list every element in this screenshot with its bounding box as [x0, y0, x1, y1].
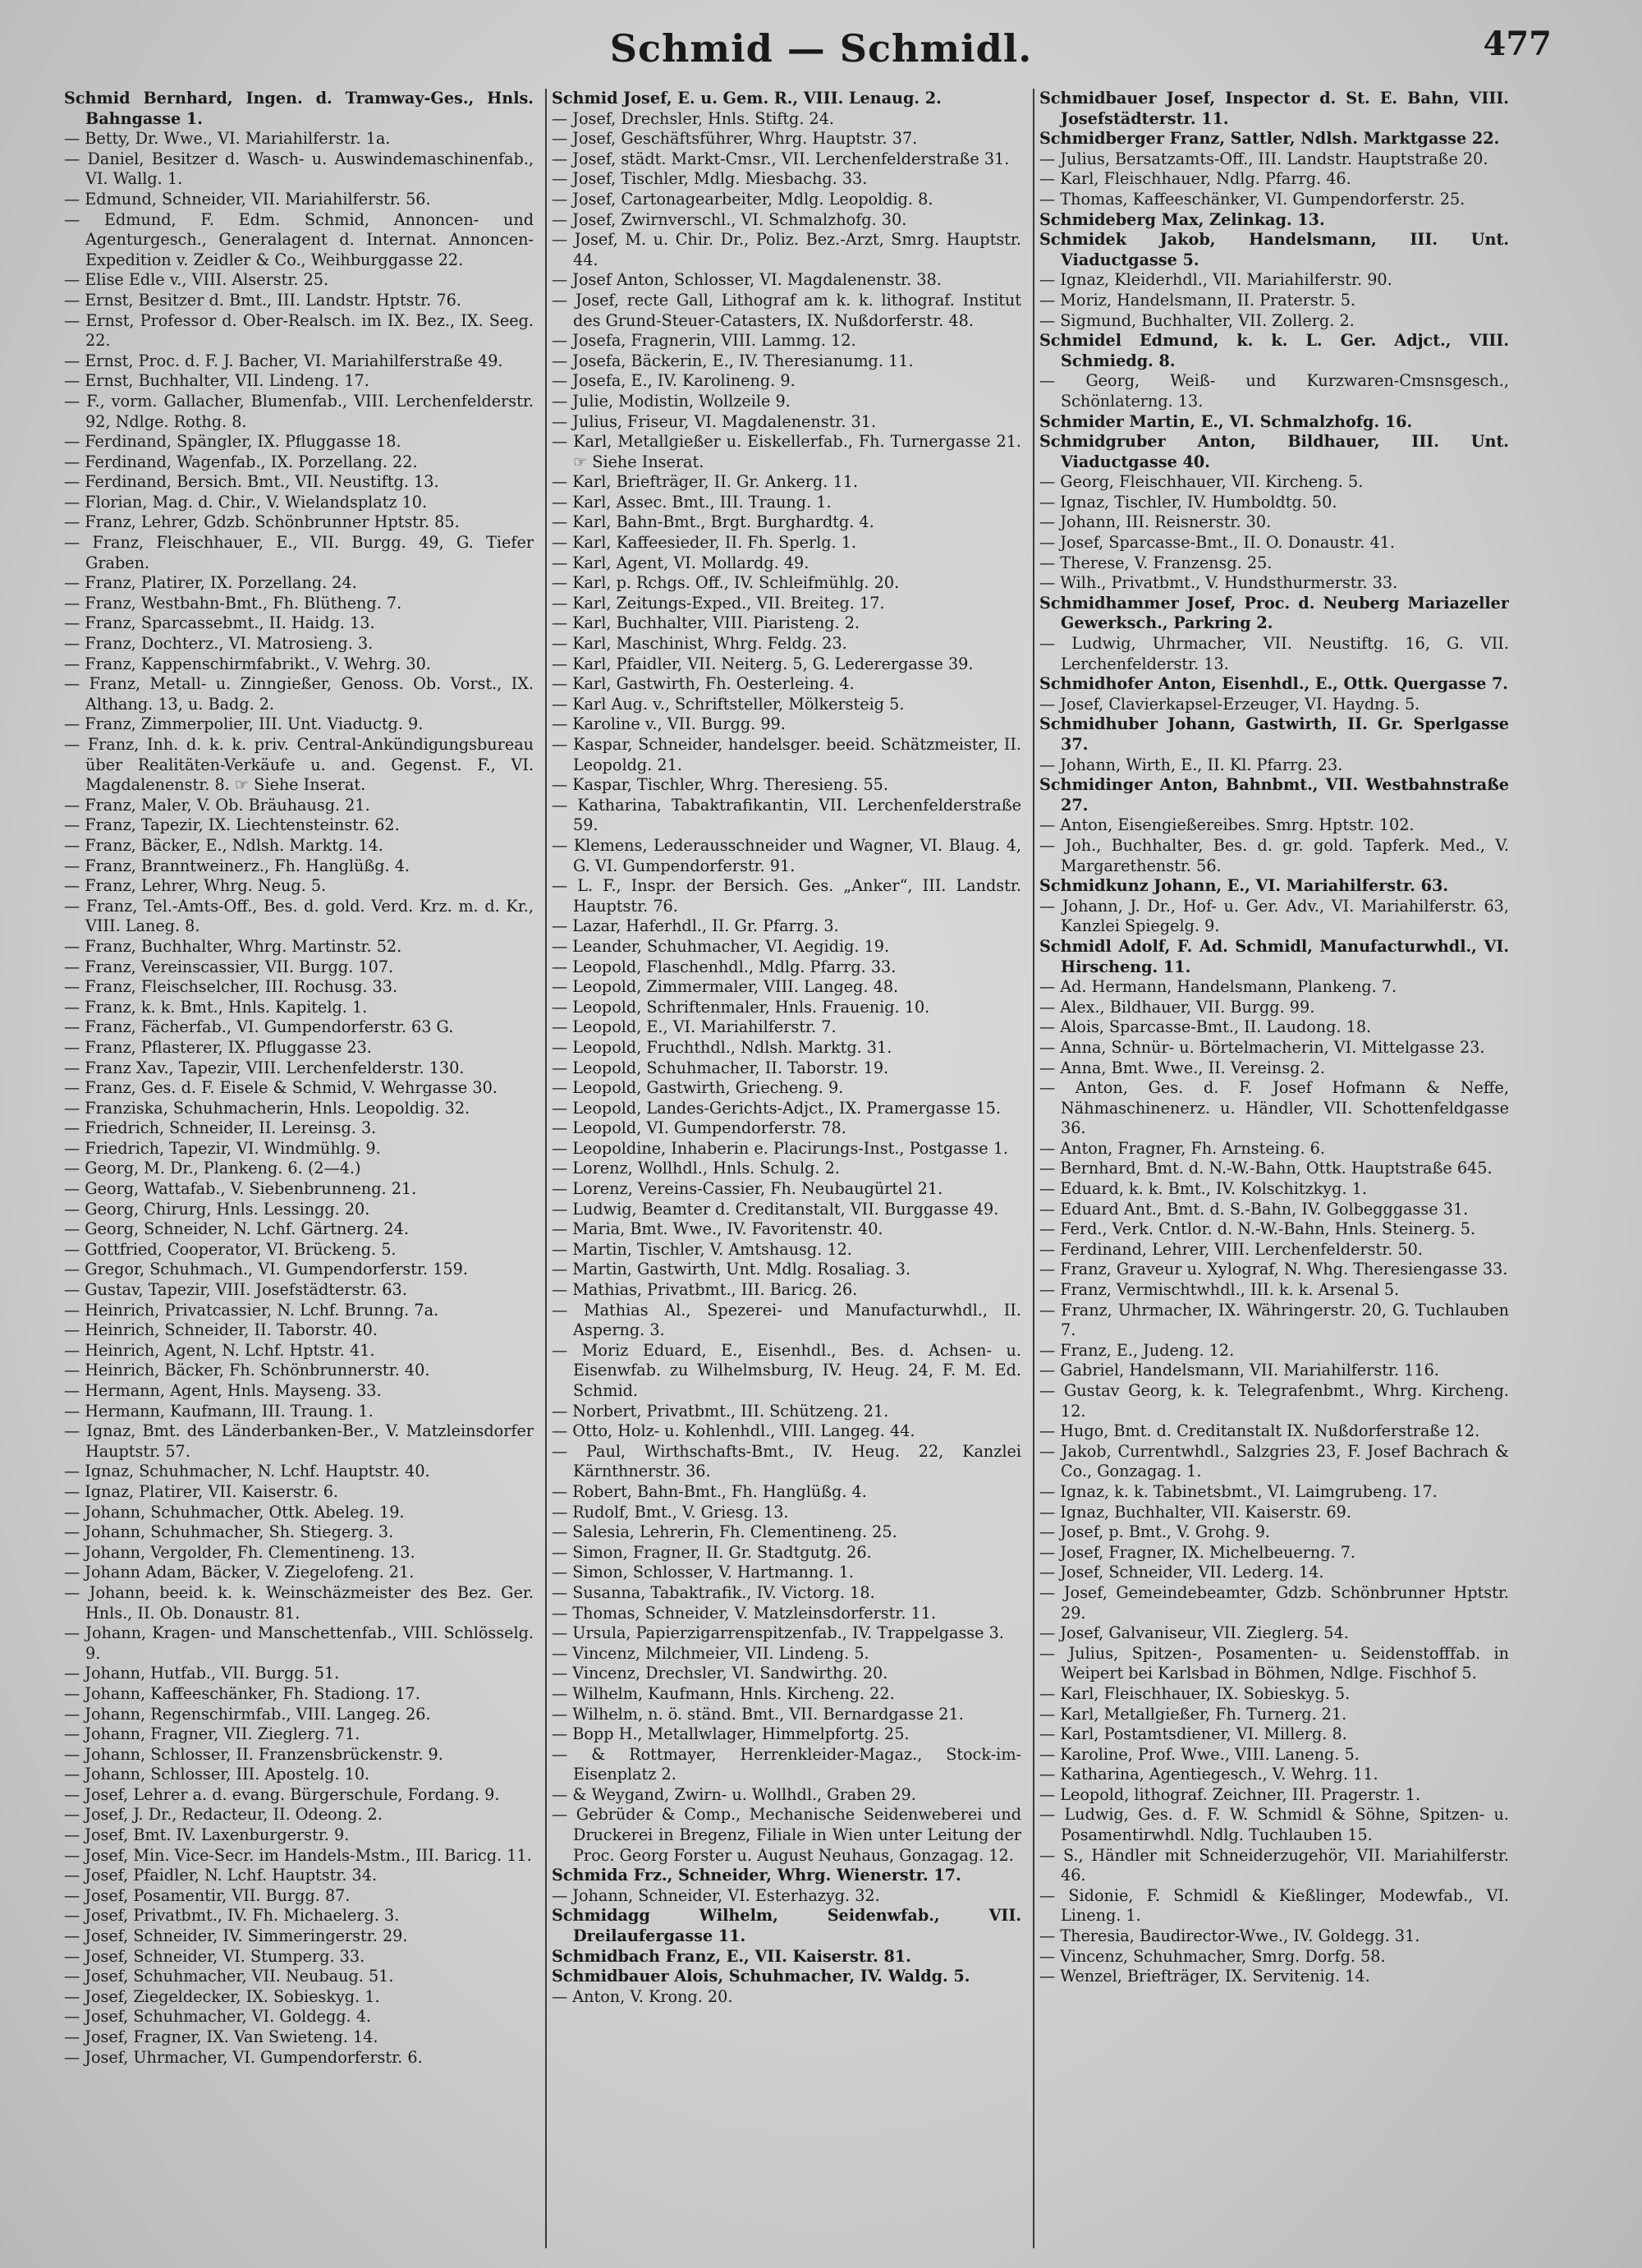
directory-entry: — Gebrüder & Comp., Mechanische Seidenweberei und Druckerei in Bregenz, Filiale in Wien unter Leitung der Proc. Georg Forster u. August Neuhaus, Gonzagag. 12.: [552, 1805, 1021, 1865]
directory-entry: — Johann Adam, Bäcker, V. Ziegelofeng. 21.: [64, 1563, 415, 1582]
directory-entry: — Hermann, Kaufmann, III. Traung. 1.: [64, 1401, 374, 1421]
directory-entry: — Karl Aug. v., Schriftsteller, Mölkersteig 5.: [552, 694, 905, 714]
directory-entry: — Leopold, Zimmermaler, VIII. Langeg. 48.: [552, 977, 899, 997]
directory-entry: — Mathias Al., Spezerei- und Manufacturwhdl., II. Asperng. 3.: [552, 1300, 1021, 1340]
directory-entry: — Johann, J. Dr., Hof- u. Ger. Adv., VI. Mariahilferstr. 63, Kanzlei Spiegelg. 9.: [1039, 896, 1509, 936]
directory-entry: — Mathias, Privatbmt., III. Baricg. 26.: [552, 1280, 858, 1300]
directory-entry: — Gabriel, Handelsmann, VII. Mariahilferstr. 116.: [1039, 1361, 1439, 1380]
running-title: Schmid — Schmidl.: [609, 26, 1033, 71]
directory-entry: — Johann, Kragen- und Manschettenfab., VIII. Schlösselg. 9.: [64, 1623, 534, 1663]
directory-entry: Schmidgruber Anton, Bildhauer, III. Unt. Viaductgasse 40.: [1039, 432, 1509, 471]
directory-entry: — Josef, Fragner, IX. Van Swieteng. 14.: [64, 2027, 378, 2046]
directory-entry: — Susanna, Tabaktrafik., IV. Victorg. 18.: [552, 1582, 875, 1602]
directory-entry: Schmid Josef, E. u. Gem. R., VIII. Lenaug. 2.: [552, 89, 942, 108]
directory-entry: — Johann, III. Reisnerstr. 30.: [1039, 512, 1272, 532]
directory-entry: — Josef, Gemeindebeamter, Gdzb. Schönbrunner Hptstr. 29.: [1039, 1582, 1509, 1623]
directory-entry: — Johann, Schneider, VI. Esterhazyg. 32.: [552, 1885, 880, 1905]
directory-entry: — Eduard Ant., Bmt. d. S.-Bahn, IV. Golbegggasse 31.: [1039, 1199, 1469, 1219]
directory-entry: Schmidberger Franz, Sattler, Ndlsh. Marktgasse 22.: [1039, 129, 1500, 149]
directory-entry: — Wilhelm, n. ö. ständ. Bmt., VII. Bernardgasse 21.: [552, 1704, 964, 1724]
directory-entry: — Paul, Wirthschafts-Bmt., IV. Heug. 22, Kanzlei Kärnthnerstr. 36.: [552, 1441, 1021, 1481]
directory-entry: Schmidbauer Alois, Schuhmacher, IV. Waldg. 5.: [552, 1967, 970, 1986]
directory-entry: — Maria, Bmt. Wwe., IV. Favoritenstr. 40.: [552, 1219, 883, 1239]
directory-entry: — Karl, Buchhalter, VIII. Piaristeng. 2.: [552, 613, 860, 633]
directory-entry: — Friedrich, Tapezir, VI. Windmühlg. 9.: [64, 1138, 381, 1158]
directory-entry: — Karoline v., VII. Burgg. 99.: [552, 714, 786, 734]
directory-entry: — Heinrich, Bäcker, Fh. Schönbrunnerstr. 40.: [64, 1361, 430, 1380]
directory-entry: — Anton, V. Krong. 20.: [552, 1986, 733, 2006]
directory-entry: Schmida Frz., Schneider, Whrg. Wienerstr. 17.: [552, 1866, 961, 1885]
directory-entry: — Johann, Kaffeeschänker, Fh. Stadiong. 17.: [64, 1683, 420, 1703]
directory-entry: — Friedrich, Schneider, II. Lereinsg. 3.: [64, 1118, 377, 1138]
directory-entry: Schmider Martin, E., VI. Schmalzhofg. 16.: [1039, 411, 1413, 431]
directory-entry: — Sigmund, Buchhalter, VII. Zollerg. 2.: [1039, 310, 1355, 330]
directory-entry: — Bernhard, Bmt. d. N.-W.-Bahn, Ottk. Hauptstraße 645.: [1039, 1159, 1493, 1178]
directory-entry: — Karl, Metallgießer u. Eiskellerfab., Fh. Turnergasse 21. ☞ Siehe Inserat.: [552, 432, 1021, 471]
directory-entry: — Josef, recte Gall, Lithograf am k. k. lithograf. Institut des Grund-Steuer-Catasters, IX. Nußdorferstr. 48.: [552, 290, 1021, 330]
directory-entry: — Franz, Platirer, IX. Porzellang. 24.: [64, 573, 357, 593]
directory-columns: [64, 89, 1509, 2248]
directory-entry: Schmidek Jakob, Handelsmann, III. Unt. Viaductgasse 5.: [1039, 230, 1509, 269]
directory-entry: — F., vorm. Gallacher, Blumenfab., VIII. Lerchenfelderstr. 92, Ndlge. Rothg. 8.: [64, 391, 534, 431]
directory-entry: — Ursula, Papierzigarrenspitzenfab., IV. Trappelgasse 3.: [552, 1623, 1004, 1643]
directory-entry: — Franz, Branntweinerz., Fh. Hanglüßg. 4.: [64, 856, 410, 875]
directory-entry: — Franz, Westbahn-Bmt., Fh. Blütheng. 7.: [64, 593, 402, 613]
directory-entry: — Leopold, VI. Gumpendorferstr. 78.: [552, 1118, 846, 1138]
directory-entry: — Leopoldine, Inhaberin e. Placirungs-Inst., Postgasse 1.: [552, 1138, 1009, 1158]
page-header: [0, 18, 1642, 84]
directory-entry: — Johann, Schuhmacher, Ottk. Abeleg. 19.: [64, 1502, 405, 1522]
directory-entry: Schmidagg Wilhelm, Seidenwfab., VII. Dreilaufergasse 11.: [552, 1906, 1021, 1946]
directory-entry: — Karl, Maschinist, Whrg. Feldg. 23.: [552, 634, 847, 654]
directory-entry: — Norbert, Privatbmt., III. Schützeng. 21.: [552, 1401, 889, 1421]
directory-entry: — Josef, Privatbmt., IV. Fh. Michaelerg. 3.: [64, 1906, 400, 1926]
directory-entry: — Leopold, Gastwirth, Griecheng. 9.: [552, 1078, 844, 1098]
directory-entry: — Ferdinand, Wagenfab., IX. Porzellang. 22.: [64, 452, 418, 471]
directory-entry: Schmideberg Max, Zelinkag. 13.: [1039, 209, 1325, 229]
directory-entry: — Daniel, Besitzer d. Wasch- u. Auswindemaschinenfab., VI. Wallg. 1.: [64, 149, 534, 189]
directory-entry: — Ludwig, Ges. d. F. W. Schmidl & Söhne, Spitzen- u. Posamentirwhdl. Ndlg. Tuchlauben 15.: [1039, 1805, 1509, 1845]
directory-entry: — Franz, k. k. Bmt., Hnls. Kapitelg. 1.: [64, 997, 368, 1017]
directory-entry: — Martin, Gastwirth, Unt. Mdlg. Rosaliag. 3.: [552, 1260, 911, 1279]
directory-entry: — Franz, Vereinscassier, VII. Burgg. 107.: [64, 957, 394, 976]
directory-entry: — Leopold, lithograf. Zeichner, III. Pragerstr. 1.: [1039, 1784, 1421, 1804]
directory-entry: — Josef, Fragner, IX. Michelbeuerng. 7.: [1039, 1542, 1356, 1562]
directory-entry: — Josef, J. Dr., Redacteur, II. Odeong. 2.: [64, 1805, 383, 1825]
directory-entry: — Edmund, F. Edm. Schmid, Annoncen- und Agenturgesch., Generalagent d. Internat. Annoncen-Expedition v. Zeidler & Co., Weihburggasse 22.: [64, 209, 534, 269]
directory-entry: — Josef, Clavierkapsel-Erzeuger, VI. Haydng. 5.: [1039, 694, 1420, 714]
directory-entry: Schmidbauer Josef, Inspector d. St. E. Bahn, VIII. Josefstädterstr. 11.: [1039, 89, 1509, 128]
directory-entry: Schmid Bernhard, Ingen. d. Tramway-Ges., Hnls. Bahngasse 1.: [64, 89, 534, 128]
directory-entry: — Gustav, Tapezir, VIII. Josefstädterstr. 63.: [64, 1280, 407, 1300]
directory-entry: — Franz, Buchhalter, Whrg. Martinstr. 52.: [64, 936, 402, 956]
directory-entry: — Karl, Zeitungs-Exped., VII. Breiteg. 17.: [552, 593, 885, 613]
directory-entry: — Karl, p. Rchgs. Off., IV. Schleifmühlg. 20.: [552, 573, 900, 593]
directory-entry: — Julius, Friseur, VI. Magdalenenstr. 31.: [552, 411, 877, 431]
directory-entry: — Karl, Agent, VI. Mollardg. 49.: [552, 553, 810, 572]
directory-entry: — Otto, Holz- u. Kohlenhdl., VIII. Langeg. 44.: [552, 1421, 915, 1441]
directory-entry: — Franz, Ges. d. F. Eisele & Schmid, V. Wehrgasse 30.: [64, 1078, 498, 1098]
directory-entry: — Franz, Zimmerpolier, III. Unt. Viaductg. 9.: [64, 714, 424, 734]
directory-entry: — Josef, Geschäftsführer, Whrg. Hauptstr. 37.: [552, 129, 918, 149]
directory-entry: — Josef, M. u. Chir. Dr., Poliz. Bez.-Arzt, Smrg. Hauptstr. 44.: [552, 230, 1021, 269]
directory-entry: — Georg, Chirurg, Hnls. Lessingg. 20.: [64, 1199, 370, 1219]
directory-entry: — Franz Xav., Tapezir, VIII. Lerchenfelderstr. 130.: [64, 1058, 465, 1077]
directory-entry: — Vincenz, Drechsler, VI. Sandwirthg. 20.: [552, 1664, 888, 1683]
directory-entry: — Ferdinand, Lehrer, VIII. Lerchenfelderstr. 50.: [1039, 1239, 1423, 1259]
directory-entry: — Josef, städt. Markt-Cmsr., VII. Lerchenfelderstraße 31.: [552, 149, 1010, 168]
directory-entry: — Bopp H., Metallwlager, Himmelpfortg. 25.: [552, 1724, 910, 1744]
directory-entry: — S., Händler mit Schneiderzugehör, VII. Mariahilferstr. 46.: [1039, 1845, 1509, 1885]
directory-entry: — Franz, Lehrer, Gdzb. Schönbrunner Hptstr. 85.: [64, 512, 460, 532]
directory-entry: — Julie, Modistin, Wollzeile 9.: [552, 391, 791, 411]
directory-entry: — Rudolf, Bmt., V. Griesg. 13.: [552, 1502, 789, 1522]
directory-entry: — Ignaz, Tischler, IV. Humboldtg. 50.: [1039, 492, 1337, 512]
directory-entry: — Josef, Schuhmacher, VI. Goldegg. 4.: [64, 2007, 372, 2027]
directory-entry: — Ferdinand, Bersich. Bmt., VII. Neustiftg. 13.: [64, 472, 439, 492]
directory-entry: Schmidl Adolf, F. Ad. Schmidl, Manufacturwhdl., VI. Hirscheng. 11.: [1039, 936, 1509, 976]
directory-entry: — Karl, Fleischhauer, Ndlg. Pfarrg. 46.: [1039, 169, 1351, 189]
directory-entry: — Franz, Vermischtwhdl., III. k. k. Arsenal 5.: [1039, 1280, 1400, 1300]
directory-entry: Schmidhammer Josef, Proc. d. Neuberg Mariazeller Gewerksch., Parkring 2.: [1039, 593, 1509, 633]
directory-entry: — Ferd., Verk. Cntlor. d. N.-W.-Bahn, Hnls. Steinerg. 5.: [1039, 1219, 1476, 1239]
directory-entry: — Josef, Schuhmacher, VII. Neubaug. 51.: [64, 1967, 394, 1986]
directory-entry: — Wenzel, Briefträger, IX. Servitenig. 14.: [1039, 1967, 1370, 1986]
directory-entry: — Johann, Schuhmacher, Sh. Stiegerg. 3.: [64, 1522, 394, 1542]
directory-entry: — Josef, Min. Vice-Secr. im Handels-Mstm., III. Baricg. 11.: [64, 1845, 532, 1865]
directory-entry: — Franz, Metall- u. Zinngießer, Genoss. Ob. Vorst., IX. Althang. 13, u. Badg. 2.: [64, 674, 534, 714]
directory-entry: — Josef, Pfaidler, N. Lchf. Hauptstr. 34.: [64, 1866, 378, 1885]
directory-entry: — Franz, Maler, V. Ob. Bräuhausg. 21.: [64, 795, 370, 815]
directory-entry: — Franz, Lehrer, Whrg. Neug. 5.: [64, 876, 327, 896]
directory-entry: — Franz, Tel.-Amts-Off., Bes. d. gold. Verd. Krz. m. d. Kr., VIII. Laneg. 8.: [64, 896, 534, 936]
directory-entry: — Johann, Schlosser, III. Apostelg. 10.: [64, 1765, 370, 1784]
directory-entry: — Karl, Fleischhauer, IX. Sobieskyg. 5.: [1039, 1683, 1351, 1703]
page-number: 477: [1483, 25, 1552, 63]
directory-entry: — Wilhelm, Kaufmann, Hnls. Kircheng. 22.: [552, 1683, 895, 1703]
directory-entry: — Anton, Eisengießereibes. Smrg. Hptstr. 102.: [1039, 815, 1415, 835]
directory-entry: — Josef, Posamentir, VII. Burgg. 87.: [64, 1885, 351, 1905]
directory-entry: — Alex., Bildhauer, VII. Burgg. 99.: [1039, 997, 1315, 1017]
directory-entry: — Johann, beeid. k. k. Weinschäzmeister des Bez. Ger. Hnls., II. Ob. Donaustr. 81.: [64, 1582, 534, 1623]
directory-entry: — Georg, Weiß- und Kurzwaren-Cmsnsgesch., Schönlaterng. 13.: [1039, 371, 1509, 411]
directory-entry: — Joh., Buchhalter, Bes. d. gr. gold. Tapferk. Med., V. Margarethenstr. 56.: [1039, 835, 1509, 875]
directory-entry: — Ignaz, Buchhalter, VII. Kaiserstr. 69.: [1039, 1502, 1351, 1522]
directory-entry: — Karl, Metallgießer, Fh. Turnerg. 21.: [1039, 1704, 1347, 1724]
directory-entry: — Josef, Lehrer a. d. evang. Bürgerschule, Fordang. 9.: [64, 1784, 500, 1804]
directory-entry: — Eduard, k. k. Bmt., IV. Kolschitzkyg. 1.: [1039, 1179, 1367, 1199]
directory-entry: — Leopold, E., VI. Mariahilferstr. 7.: [552, 1017, 837, 1037]
directory-entry: — Alois, Sparcasse-Bmt., II. Laudong. 18.: [1039, 1017, 1372, 1037]
directory-entry: — Josef, Bmt. IV. Laxenburgerstr. 9.: [64, 1825, 350, 1845]
directory-entry: — Franz, Graveur u. Xylograf, N. Whg. Theresiengasse 33.: [1039, 1260, 1508, 1279]
directory-entry: — Karl, Assec. Bmt., III. Traung. 1.: [552, 492, 832, 512]
directory-entry: — Franz, Fleischhauer, E., VII. Burgg. 49, G. Tiefer Graben.: [64, 533, 534, 572]
directory-entry: — Johann, Vergolder, Fh. Clementineng. 13.: [64, 1542, 415, 1562]
directory-entry: — Josef, Schneider, VI. Stumperg. 33.: [64, 1946, 365, 1966]
directory-entry: — Lorenz, Vereins-Cassier, Fh. Neubaugürtel 21.: [552, 1179, 943, 1199]
directory-entry: — Thomas, Schneider, V. Matzleinsdorferstr. 11.: [552, 1603, 937, 1623]
directory-entry: — Lorenz, Wollhdl., Hnls. Schulg. 2.: [552, 1159, 840, 1178]
directory-entry: Schmidhuber Johann, Gastwirth, II. Gr. Sperlgasse 37.: [1039, 714, 1509, 754]
directory-entry: Schmidkunz Johann, E., VI. Mariahilferstr. 63.: [1039, 876, 1449, 896]
directory-entry: — Elise Edle v., VIII. Alserstr. 25.: [64, 270, 329, 290]
directory-entry: — Georg, M. Dr., Plankeng. 6. (2—4.): [64, 1159, 361, 1178]
directory-entry: — Ferdinand, Spängler, IX. Pfluggasse 18.: [64, 432, 401, 452]
directory-entry: — Florian, Mag. d. Chir., V. Wielandsplatz 10.: [64, 492, 428, 512]
directory-entry: — Anna, Schnür- u. Börtelmacherin, VI. Mittelgasse 23.: [1039, 1037, 1485, 1057]
directory-entry: — Anton, Ges. d. F. Josef Hofmann & Neffe, Nähmaschinenerz. u. Händler, VII. Schottenfeldgasse 36.: [1039, 1078, 1509, 1138]
directory-entry: — Karl, Kaffeesieder, II. Fh. Sperlg. 1.: [552, 533, 857, 553]
directory-entry: — Ernst, Proc. d. F. J. Bacher, VI. Mariahilferstraße 49.: [64, 351, 503, 370]
directory-entry: — Anna, Bmt. Wwe., II. Vereinsg. 2.: [1039, 1058, 1325, 1077]
directory-entry: — Karoline, Prof. Wwe., VIII. Laneng. 5.: [1039, 1744, 1360, 1764]
directory-entry: — Franz, Tapezir, IX. Liechtensteinstr. 62.: [64, 815, 400, 835]
directory-entry: — Heinrich, Schneider, II. Taborstr. 40.: [64, 1320, 378, 1340]
directory-entry: — Josef, Sparcasse-Bmt., II. O. Donaustr. 41.: [1039, 533, 1395, 553]
directory-entry: — Kaspar, Schneider, handelsger. beeid. Schätzmeister, II. Leopoldg. 21.: [552, 735, 1021, 774]
directory-entry: — Josef, Cartonagearbeiter, Mdlg. Leopoldig. 8.: [552, 189, 933, 209]
directory-entry: — Franz, Dochterz., VI. Matrosieng. 3.: [64, 634, 374, 654]
directory-entry: — Josef, Uhrmacher, VI. Gumpendorferstr. 6.: [64, 2047, 423, 2067]
directory-entry: — Josef, Drechsler, Hnls. Stiftg. 24.: [552, 108, 835, 128]
directory-entry: — Georg, Schneider, N. Lchf. Gärtnerg. 24.: [64, 1219, 409, 1239]
directory-entry: — Georg, Fleischhauer, VII. Kircheng. 5.: [1039, 472, 1364, 492]
directory-entry: — Robert, Bahn-Bmt., Fh. Hanglüßg. 4.: [552, 1481, 867, 1501]
directory-entry: — Josefa, Bäckerin, E., IV. Theresianumg. 11.: [552, 351, 914, 370]
directory-entry: — Sidonie, F. Schmidl & Kießlinger, Modewfab., VI. Lineng. 1.: [1039, 1885, 1509, 1926]
directory-entry: — Johann, Wirth, E., II. Kl. Pfarrg. 23.: [1039, 755, 1343, 774]
directory-entry: — Leander, Schuhmacher, VI. Aegidig. 19.: [552, 936, 890, 956]
directory-entry: — Franz, Fleischselcher, III. Rochusg. 33.: [64, 977, 398, 997]
directory-entry: — Kaspar, Tischler, Whrg. Theresieng. 55.: [552, 775, 888, 795]
directory-entry: — Franz, E., Judeng. 12.: [1039, 1340, 1235, 1360]
directory-entry: — Johann, Schlosser, II. Franzensbrückenstr. 9.: [64, 1744, 443, 1764]
directory-entry: — Moriz Eduard, E., Eisenhdl., Bes. d. Achsen- u. Eisenwfab. zu Wilhelmsburg, IV. Heug. 24, F. M. Ed. Schmid.: [552, 1340, 1021, 1400]
directory-entry: — Karl, Bahn-Bmt., Brgt. Burghardtg. 4.: [552, 512, 874, 532]
directory-entry: — Josef, Schneider, IV. Simmeringerstr. 29.: [64, 1926, 408, 1946]
directory-entry: — Josef, Galvaniseur, VII. Zieglerg. 54.: [1039, 1623, 1349, 1643]
directory-entry: — Katharina, Tabaktrafikantin, VII. Lerchenfelderstraße 59.: [552, 795, 1021, 835]
directory-entry: — Simon, Fragner, II. Gr. Stadtgutg. 26.: [552, 1542, 872, 1562]
directory-entry: — Leopold, Schriftenmaler, Hnls. Frauenig. 10.: [552, 997, 930, 1017]
directory-entry: — Ernst, Besitzer d. Bmt., III. Landstr. Hptstr. 76.: [64, 290, 461, 310]
directory-entry: — Ignaz, Schuhmacher, N. Lchf. Hauptstr. 40.: [64, 1462, 430, 1481]
directory-entry: — Lazar, Haferhdl., II. Gr. Pfarrg. 3.: [552, 916, 839, 936]
directory-entry: — Josef, p. Bmt., V. Grohg. 9.: [1039, 1522, 1271, 1542]
directory-entry: — Karl, Postamtsdiener, VI. Millerg. 8.: [1039, 1724, 1347, 1744]
directory-entry: — Ignaz, Kleiderhdl., VII. Mariahilferstr. 90.: [1039, 270, 1392, 290]
directory-entry: — Franziska, Schuhmacherin, Hnls. Leopoldig. 32.: [64, 1098, 470, 1118]
directory-entry: — Ad. Hermann, Handelsmann, Plankeng. 7.: [1039, 977, 1397, 997]
directory-entry: — Julius, Spitzen-, Posamenten- u. Seidenstofffab. in Weipert bei Karlsbad in Böhmen, Ndlge. Fischhof 5.: [1039, 1643, 1509, 1683]
directory-entry: — Josefa, E., IV. Karolineng. 9.: [552, 371, 796, 391]
directory-entry: — Leopold, Fruchthdl., Ndlsh. Marktg. 31.: [552, 1037, 892, 1057]
directory-entry: — Josef Anton, Schlosser, VI. Magdalenenstr. 38.: [552, 270, 942, 290]
directory-entry: — Moriz, Handelsmann, II. Praterstr. 5.: [1039, 290, 1356, 310]
directory-entry: Schmidinger Anton, Bahnbmt., VII. Westbahnstraße 27.: [1039, 775, 1509, 815]
directory-entry: — Edmund, Schneider, VII. Mariahilferstr. 56.: [64, 189, 431, 209]
directory-entry: — Ludwig, Beamter d. Creditanstalt, VII. Burggasse 49.: [552, 1199, 999, 1219]
directory-entry: — Hermann, Agent, Hnls. Mayseng. 33.: [64, 1381, 382, 1400]
directory-entry: — Georg, Wattafab., V. Siebenbrunneng. 21.: [64, 1179, 417, 1199]
directory-entry: — Gustav Georg, k. k. Telegrafenbmt., Whrg. Kircheng. 12.: [1039, 1381, 1509, 1421]
directory-entry: — Simon, Schlosser, V. Hartmanng. 1.: [552, 1563, 855, 1582]
directory-entry: — Johann, Regenschirmfab., VIII. Langeg. 26.: [64, 1704, 431, 1724]
directory-entry: — Katharina, Agentiegesch., V. Wehrg. 11.: [1039, 1765, 1378, 1784]
directory-entry: — Ernst, Professor d. Ober-Realsch. im IX. Bez., IX. Seeg. 22.: [64, 310, 534, 351]
directory-entry: — Thomas, Kaffeeschänker, VI. Gumpendorferstr. 25.: [1039, 189, 1465, 209]
column-2: [545, 89, 1021, 2248]
directory-entry: — Anton, Fragner, Fh. Arnsteing. 6.: [1039, 1138, 1325, 1158]
directory-entry: — Martin, Tischler, V. Amtshausg. 12.: [552, 1239, 852, 1259]
directory-entry: — Ignaz, Platirer, VII. Kaiserstr. 6.: [64, 1481, 338, 1501]
directory-entry: — Karl, Pfaidler, VII. Neiterg. 5, G. Lederergasse 39.: [552, 654, 974, 673]
column-3: [1033, 89, 1509, 2248]
directory-entry: — Leopold, Flaschenhdl., Mdlg. Pfarrg. 33.: [552, 957, 897, 976]
directory-entry: — Wilh., Privatbmt., V. Hundsthurmerstr. 33.: [1039, 573, 1398, 593]
directory-entry: — Ignaz, Bmt. des Länderbanken-Ber., V. Matzleinsdorfer Hauptstr. 57.: [64, 1421, 534, 1461]
directory-entry: — Theresia, Baudirector-Wwe., IV. Goldegg. 31.: [1039, 1926, 1420, 1946]
directory-entry: — Karl, Gastwirth, Fh. Oesterleing. 4.: [552, 674, 855, 694]
directory-entry: — Vincenz, Milchmeier, VII. Lindeng. 5.: [552, 1643, 869, 1663]
directory-entry: — Ludwig, Uhrmacher, VII. Neustiftg. 16, G. VII. Lerchenfelderstr. 13.: [1039, 634, 1509, 673]
directory-entry: — & Rottmayer, Herrenkleider-Magaz., Stock-im-Eisenplatz 2.: [552, 1744, 1021, 1784]
directory-entry: — Franz, Pflasterer, IX. Pfluggasse 23.: [64, 1037, 372, 1057]
directory-entry: — Heinrich, Privatcassier, N. Lchf. Brunng. 7a.: [64, 1300, 439, 1320]
directory-entry: — Josef, Tischler, Mdlg. Miesbachg. 33.: [552, 169, 868, 189]
directory-entry: — Heinrich, Agent, N. Lchf. Hptstr. 41.: [64, 1340, 375, 1360]
directory-entry: — Klemens, Lederausschneider und Wagner, VI. Blaug. 4, G. VI. Gumpendorferstr. 91.: [552, 835, 1021, 875]
directory-entry: — Gregor, Schuhmach., VI. Gumpendorferstr. 159.: [64, 1260, 468, 1279]
directory-entry: Schmidhofer Anton, Eisenhdl., E., Ottk. Quergasse 7.: [1039, 674, 1508, 694]
directory-entry: — Josef, Zwirnverschl., VI. Schmalzhofg. 30.: [552, 209, 907, 229]
directory-entry: — Hugo, Bmt. d. Creditanstalt IX. Nußdorferstraße 12.: [1039, 1421, 1480, 1441]
directory-entry: Schmidel Edmund, k. k. L. Ger. Adjct., VIII. Schmiedg. 8.: [1039, 331, 1509, 370]
directory-entry: — Gottfried, Cooperator, VI. Brückeng. 5.: [64, 1239, 397, 1259]
directory-entry: — Karl, Briefträger, II. Gr. Ankerg. 11.: [552, 472, 858, 492]
directory-entry: — Franz, Kappenschirmfabrikt., V. Wehrg. 30.: [64, 654, 431, 673]
directory-entry: — Betty, Dr. Wwe., VI. Mariahilferstr. 1a.: [64, 129, 391, 149]
directory-entry: — L. F., Inspr. der Bersich. Ges. „Anker“, III. Landstr. Hauptstr. 76.: [552, 876, 1021, 916]
directory-entry: — Vincenz, Schuhmacher, Smrg. Dorfg. 58.: [1039, 1946, 1386, 1966]
directory-entry: — Franz, Inh. d. k. k. priv. Central-Ankündigungsbureau über Realitäten-Verkäufe u. and. Gegenst. F., VI. Magdalenenstr. 8. ☞ Siehe Inserat.: [64, 735, 534, 795]
directory-entry: — Johann, Fragner, VII. Zieglerg. 71.: [64, 1724, 360, 1744]
directory-entry: — Leopold, Landes-Gerichts-Adjct., IX. Pramergasse 15.: [552, 1098, 1001, 1118]
directory-entry: — Franz, Uhrmacher, IX. Währingerstr. 20, G. Tuchlauben 7.: [1039, 1300, 1509, 1340]
directory-entry: — Josef, Schneider, VII. Lederg. 14.: [1039, 1563, 1324, 1582]
directory-entry: Schmidbach Franz, E., VII. Kaiserstr. 81.: [552, 1946, 911, 1966]
directory-entry: — Leopold, Schuhmacher, II. Taborstr. 19.: [552, 1058, 889, 1077]
column-1: [64, 89, 534, 2248]
directory-entry: — Julius, Bersatzamts-Off., III. Landstr. Hauptstraße 20.: [1039, 149, 1488, 168]
directory-entry: — Franz, Sparcassebmt., II. Haidg. 13.: [64, 613, 375, 633]
directory-entry: — & Weygand, Zwirn- u. Wollhdl., Graben 29.: [552, 1784, 916, 1804]
directory-entry: — Franz, Bäcker, E., Ndlsh. Marktg. 14.: [64, 835, 383, 855]
directory-entry: — Johann, Hutfab., VII. Burgg. 51.: [64, 1664, 340, 1683]
directory-entry: — Jakob, Currentwhdl., Salzgries 23, F. Josef Bachrach & Co., Gonzagag. 1.: [1039, 1441, 1509, 1481]
directory-entry: — Therese, V. Franzensg. 25.: [1039, 553, 1273, 572]
directory-entry: — Josefa, Fragnerin, VIII. Lammg. 12.: [552, 331, 856, 351]
directory-entry: — Josef, Ziegeldecker, IX. Sobieskyg. 1.: [64, 1986, 380, 2006]
directory-entry: — Franz, Fächerfab., VI. Gumpendorferstr. 63 G.: [64, 1017, 454, 1037]
directory-entry: — Ernst, Buchhalter, VII. Lindeng. 17.: [64, 371, 369, 391]
directory-entry: — Ignaz, k. k. Tabinetsbmt., VI. Laimgrubeng. 17.: [1039, 1481, 1438, 1501]
directory-entry: — Salesia, Lehrerin, Fh. Clementineng. 25.: [552, 1522, 897, 1542]
